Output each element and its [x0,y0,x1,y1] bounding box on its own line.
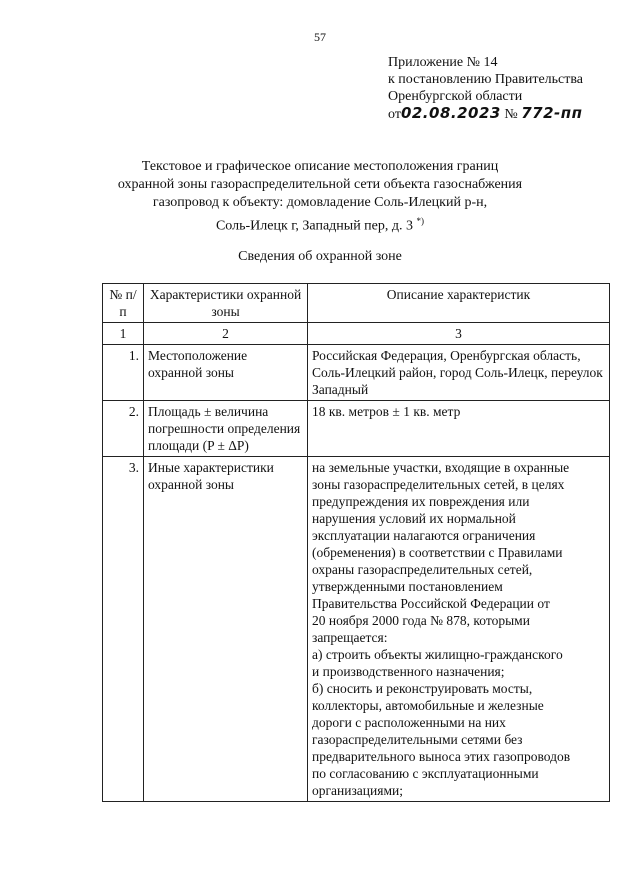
title-line-4 [100,212,540,236]
title-line-3: газопровод к объекту: домовладение Соль-Илецкий р-н, [152,195,488,210]
row-number: 1. [103,345,144,401]
description-line: охраны газораспределительных сетей, [312,562,533,577]
row-description [308,457,610,802]
description-line: на земельные участки, входящие в охранные [312,460,570,475]
description-line: предварительного выноса этих газопроводов [312,749,571,764]
description-line: нарушения условий их нормальной [312,511,516,526]
column-number-1: 1 [103,323,144,345]
appendix-date-line [388,105,583,123]
table-header-row [103,284,610,323]
handwritten-date: 02.08.2023 [400,104,501,122]
appendix-line-1: Приложение № 14 [388,55,498,70]
description-line: а) строить объекты жилищно-гражданского [312,647,563,662]
column-number-row [103,323,610,345]
row-description: Российская Федерация, Оренбургская область, Соль-Илецкий район, город Соль-Илецк, переулок Западный [308,345,610,401]
handwritten-number: 772-пп [521,104,583,122]
table-row [103,401,610,457]
description-line: по согласованию с эксплуатационными [312,766,539,781]
row-number: 3. [103,457,144,802]
row-characteristic: Площадь ± величина погрешности определения площади (P ± ΔP) [144,401,308,457]
description-line: организациями; [312,783,403,798]
description-line: газораспределительными сетями без [312,732,523,747]
description-line: запрещается: [312,630,388,645]
row-characteristic: Иные характеристики охранной зоны [144,457,308,802]
description-line: дороги с расположенными на них [312,715,506,730]
description-line: и производственного назначения; [312,664,505,679]
column-number-3: 3 [308,323,610,345]
document-title [100,158,540,236]
title-line-2: охранной зоны газораспределительной сети объекта газоснабжения [117,177,523,192]
header-characteristics: Характеристики охранной зоны [144,284,308,323]
page-number: 57 [314,30,326,44]
description-line: Правительства Российской Федерации от [312,596,550,611]
table-row [103,345,610,401]
appendix-from-label: от [388,107,401,122]
section-title: Сведения об охранной зоне [238,249,402,264]
protection-zone-table [102,283,610,802]
title-line-4-text: Соль-Илецк г, Западный пер, д. 3 [215,218,414,234]
row-description: 18 кв. метров ± 1 кв. метр [308,401,610,457]
column-number-2: 2 [144,323,308,345]
footnote-mark: *) [416,216,425,226]
description-line: 20 ноября 2000 года № 878, которыми [312,613,530,628]
header-description: Описание характеристик [308,284,610,323]
description-line: б) сносить и реконструировать мосты, [312,681,533,696]
table-row [103,457,610,802]
appendix-number-sign: № [504,107,518,122]
appendix-line-3: Оренбургской области [388,89,523,104]
description-line: (обременения) в соответствии с Правилами [312,545,563,560]
description-line: утвержденными постановлением [312,579,503,594]
description-line: эксплуатации налагаются ограничения [312,528,536,543]
title-line-1: Текстовое и графическое описание местоположения границ [141,159,499,174]
row-characteristic: Местоположение охранной зоны [144,345,308,401]
row-number: 2. [103,401,144,457]
header-number: № п/п [103,284,144,323]
appendix-block [388,54,583,123]
description-line: коллекторы, автомобильные и железные [312,698,544,713]
appendix-line-2: к постановлению Правительства [388,72,584,87]
description-line: предупреждения их повреждения или [312,494,530,509]
description-line: зоны газораспределительных сетей, в целях [312,477,565,492]
